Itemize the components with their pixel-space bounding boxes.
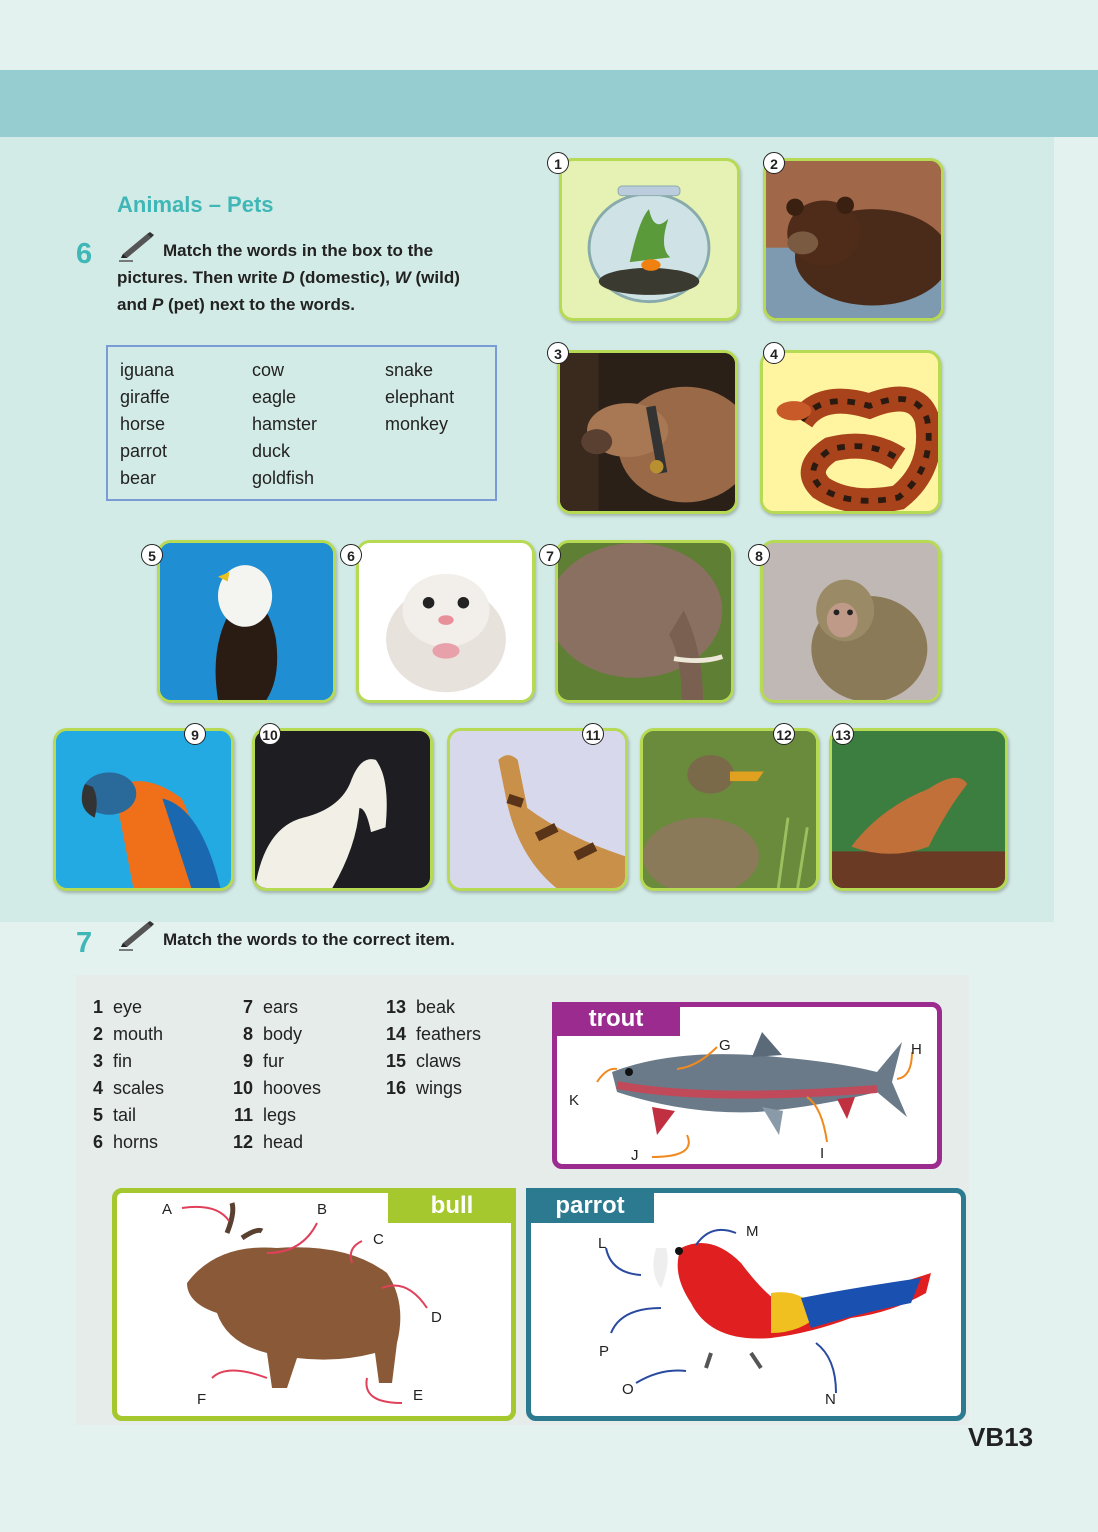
word: hamster xyxy=(252,414,318,434)
photo-hamster xyxy=(356,540,535,703)
list-item: 9 fur xyxy=(242,1051,285,1071)
label-B: B xyxy=(317,1201,328,1218)
bull-image xyxy=(117,1193,511,1416)
picture-number: 10 xyxy=(259,723,281,745)
list-item: 1 eye xyxy=(92,997,143,1017)
word: bear xyxy=(120,468,157,488)
photo-monkey xyxy=(760,540,941,703)
list-item: 3 fin xyxy=(92,1051,133,1071)
word-box xyxy=(106,345,497,501)
word: eagle xyxy=(252,387,297,407)
exercise7-instruction: Match the words to the correct item. xyxy=(163,930,455,949)
trout-card xyxy=(552,1002,942,1169)
word: parrot xyxy=(120,441,168,461)
photo-goldfish xyxy=(559,158,740,321)
exercise6-instruction-line3: and P (pet) next to the words. xyxy=(117,295,356,314)
bull-title: bull xyxy=(388,1188,516,1223)
label-O: O xyxy=(622,1381,634,1398)
section-title: Animals – Pets xyxy=(117,192,274,217)
word: goldfish xyxy=(252,468,315,488)
word-column-1 xyxy=(120,357,174,492)
word: snake xyxy=(385,360,434,380)
exercise6-number: 6 xyxy=(76,238,93,270)
label-A: A xyxy=(162,1201,173,1218)
photo-duck xyxy=(640,728,819,891)
photo-parrot xyxy=(53,728,234,891)
picture-number: 6 xyxy=(340,544,362,566)
label-J: J xyxy=(631,1147,639,1164)
picture-number: 7 xyxy=(539,544,561,566)
items-column-3 xyxy=(382,994,481,1102)
header-band xyxy=(0,70,1098,137)
picture-number: 2 xyxy=(763,152,785,174)
bull-card xyxy=(112,1188,516,1421)
label-C: C xyxy=(373,1231,384,1248)
picture-number: 12 xyxy=(773,723,795,745)
photo-eagle xyxy=(157,540,336,703)
list-item: 13 beak xyxy=(385,997,456,1017)
picture-number: 11 xyxy=(582,723,604,745)
label-D: D xyxy=(431,1309,442,1326)
label-F: F xyxy=(197,1391,207,1408)
items-column-1 xyxy=(79,994,164,1156)
photo-bear xyxy=(763,158,944,321)
picture-number: 3 xyxy=(547,342,569,364)
word: giraffe xyxy=(120,387,170,407)
parrot-card xyxy=(526,1188,966,1421)
label-N: N xyxy=(825,1391,836,1408)
exercise6-instruction-line2: pictures. Then write D (domestic), W (wild) xyxy=(117,268,460,287)
list-item: 11 legs xyxy=(233,1105,297,1125)
label-M: M xyxy=(746,1223,759,1240)
label-L: L xyxy=(598,1235,607,1252)
word: cow xyxy=(252,360,285,380)
list-item: 10 hooves xyxy=(232,1078,322,1098)
list-item: 14 feathers xyxy=(385,1024,482,1044)
list-item: 16 wings xyxy=(385,1078,463,1098)
parrot-title: parrot xyxy=(526,1188,654,1223)
photo-snake xyxy=(760,350,941,514)
list-item: 15 claws xyxy=(385,1051,462,1071)
list-item: 5 tail xyxy=(92,1105,137,1125)
page-label: VB13 xyxy=(968,1422,1034,1452)
word: horse xyxy=(120,414,166,434)
pencil-icon xyxy=(117,921,155,951)
items-column-2 xyxy=(229,994,321,1156)
word-column-2 xyxy=(252,357,317,492)
photo-cow xyxy=(557,350,738,514)
list-item: 2 mouth xyxy=(92,1024,164,1044)
list-item: 6 horns xyxy=(92,1132,159,1152)
photo-giraffe xyxy=(447,728,628,891)
picture-number: 9 xyxy=(184,723,206,745)
picture-number: 5 xyxy=(141,544,163,566)
word: monkey xyxy=(385,414,449,434)
trout-title: trout xyxy=(552,1002,680,1036)
word: duck xyxy=(252,441,291,461)
picture-number: 4 xyxy=(763,342,785,364)
list-item: 4 scales xyxy=(92,1078,165,1098)
exercise7-number: 7 xyxy=(76,927,93,959)
exercise6-instruction-line1: Match the words in the box to the xyxy=(163,241,434,260)
picture-number: 13 xyxy=(832,723,854,745)
list-item: 8 body xyxy=(242,1024,303,1044)
label-E: E xyxy=(413,1387,424,1404)
list-item: 7 ears xyxy=(242,997,299,1017)
label-I: I xyxy=(820,1145,825,1162)
label-K: K xyxy=(569,1092,580,1109)
picture-number: 8 xyxy=(748,544,770,566)
word-column-3 xyxy=(385,357,454,438)
photo-horse xyxy=(252,728,433,891)
label-H: H xyxy=(911,1041,922,1058)
pencil-icon xyxy=(117,232,155,262)
picture-number: 1 xyxy=(547,152,569,174)
photo-elephant xyxy=(555,540,734,703)
label-G: G xyxy=(719,1037,731,1054)
word: elephant xyxy=(385,387,455,407)
photo-iguana xyxy=(829,728,1008,891)
label-P: P xyxy=(599,1343,610,1360)
word: iguana xyxy=(120,360,175,380)
list-item: 12 head xyxy=(232,1132,304,1152)
